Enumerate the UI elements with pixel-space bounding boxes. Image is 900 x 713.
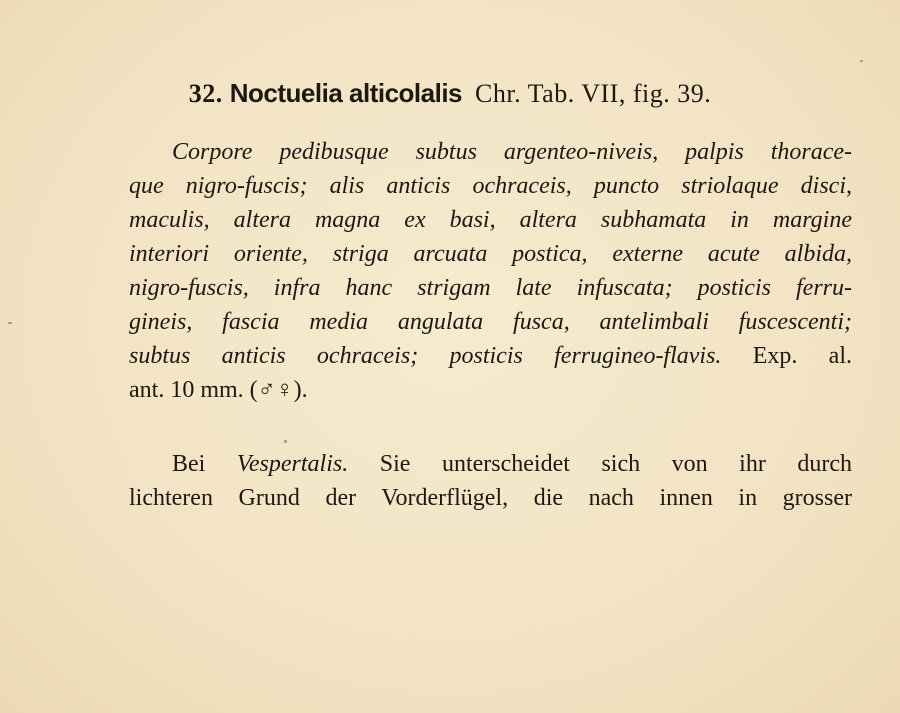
expanse-label: Exp. al. <box>752 343 853 369</box>
species-number: 32. <box>188 79 223 108</box>
description-line: nigro-fuscis, infra hanc strigam late infuscata; posticis ferru- <box>129 275 852 301</box>
description-line: Corpore pedibusque subtus argenteo-niveis, palpis thorace- <box>172 139 852 165</box>
paper-speck <box>284 440 287 443</box>
description-line: maculis, altera magna ex basi, altera subhamata in margine <box>129 207 852 233</box>
description-line-with-expanse <box>129 341 852 371</box>
comparison-text: Sie unterscheidet sich von ihr durch <box>379 451 853 477</box>
paper-speck <box>860 60 863 62</box>
comparison-line-1 <box>172 449 852 479</box>
expanse-value: ant. 10 mm. (♂♀). <box>129 377 308 403</box>
species-heading <box>0 78 900 109</box>
comparison-line-2: lichteren Grund der Vorderflügel, die nach innen in grosser <box>129 485 852 511</box>
comparison-lead: Bei <box>172 451 206 477</box>
species-name: Noctuelia alticolalis <box>229 78 463 108</box>
description-line: interiori oriente, striga arcuata postica, externe acute albida, <box>129 241 852 267</box>
comparison-species: Vespertalis. <box>236 451 349 477</box>
description-line: que nigro-fuscis; alis anticis ochraceis, puncto striolaque disci, <box>129 173 852 199</box>
plate-reference: Chr. Tab. VII, fig. 39. <box>475 79 712 108</box>
description-line: subtus anticis ochraceis; posticis ferrugineo-flavis. <box>129 343 722 369</box>
description-line: gineis, fascia media angulata fusca, antelimbali fuscescenti; <box>129 309 852 335</box>
paper-speck <box>8 322 12 324</box>
